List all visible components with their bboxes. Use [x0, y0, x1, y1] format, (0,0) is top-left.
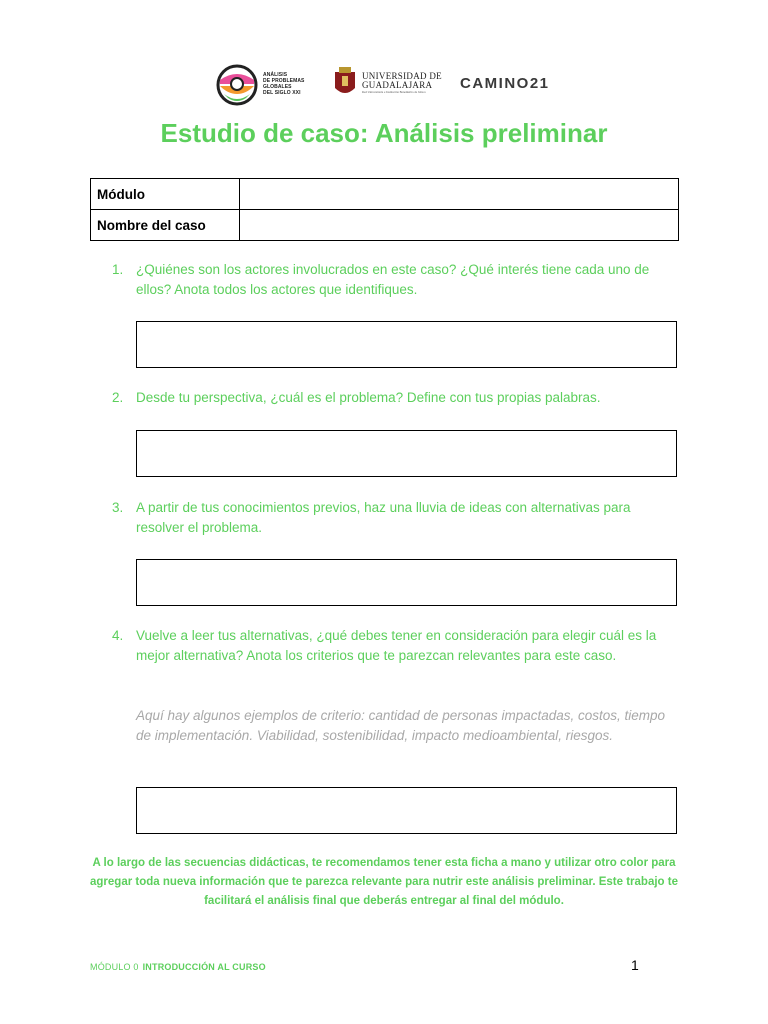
university-name: UNIVERSIDAD DE GUADALAJARA Red Universitaria e Institución Benemérita de Jalisco — [362, 71, 442, 94]
criteria-examples-hint: Aquí hay algunos ejemplos de criterio: cantidad de personas impactadas, costos, tiempo de implementación. Viabilidad, sostenibilidad, impacto medioambiental, riesgos. — [136, 708, 666, 743]
module-field[interactable] — [240, 179, 679, 210]
question-text: ¿Quiénes son los actores involucrados en este caso? ¿Qué interés tiene cada uno de ellos? Anota todos los actores que identifiques. — [136, 262, 650, 297]
question-text: Vuelve a leer tus alternativas, ¿qué debes tener en consideración para elegir cuál es la mejor alternativa? Anota los criterios que te parezcan relevantes para este caso. — [136, 628, 657, 663]
table-row — [91, 210, 679, 241]
question-1 — [112, 260, 682, 300]
analisis-problemas-logo-icon — [216, 64, 258, 106]
table-row — [91, 179, 679, 210]
camino21-logo: CAMINO21 — [460, 75, 550, 92]
footer — [90, 962, 266, 972]
logo1-text: ANÁLISIS DE PROBLEMAS GLOBALES DEL SIGLO XXI — [263, 72, 305, 96]
page-title: Estudio de caso: Análisis preliminar — [160, 118, 608, 148]
question-3 — [112, 498, 682, 538]
page-number: 1 — [631, 957, 639, 973]
question-text: A partir de tus conocimientos previos, haz una lluvia de ideas con alternativas para resolver el problema. — [136, 500, 631, 535]
footer-module: MÓDULO 0 — [90, 962, 139, 972]
footer-section: INTRODUCCIÓN AL CURSO — [142, 962, 266, 972]
header-logos — [0, 62, 768, 108]
answer-box-1[interactable] — [136, 321, 677, 368]
question-number: 4. — [112, 628, 124, 643]
university-seal-icon — [333, 66, 357, 100]
case-name-field[interactable] — [240, 210, 679, 241]
question-text: Desde tu perspectiva, ¿cuál es el problema? Define con tus propias palabras. — [136, 390, 601, 405]
answer-box-2[interactable] — [136, 430, 677, 477]
case-name-label: Nombre del caso — [91, 210, 240, 241]
question-number: 2. — [112, 390, 124, 405]
answer-box-3[interactable] — [136, 559, 677, 606]
case-info-table — [90, 178, 679, 241]
question-4 — [112, 626, 682, 666]
question-2 — [112, 388, 682, 408]
answer-box-4[interactable] — [136, 787, 677, 834]
recommendation-note: A lo largo de las secuencias didácticas, te recomendamos tener esta ficha a mano y utilizar otro color para agregar toda nueva información que te parezca relevante para nutrir este análisis preliminar. Este trabajo te facilitará el análisis final que deberás entregar al final del módulo. — [90, 857, 678, 907]
module-label: Módulo — [91, 179, 240, 210]
question-number: 3. — [112, 500, 124, 515]
question-number: 1. — [112, 262, 124, 277]
